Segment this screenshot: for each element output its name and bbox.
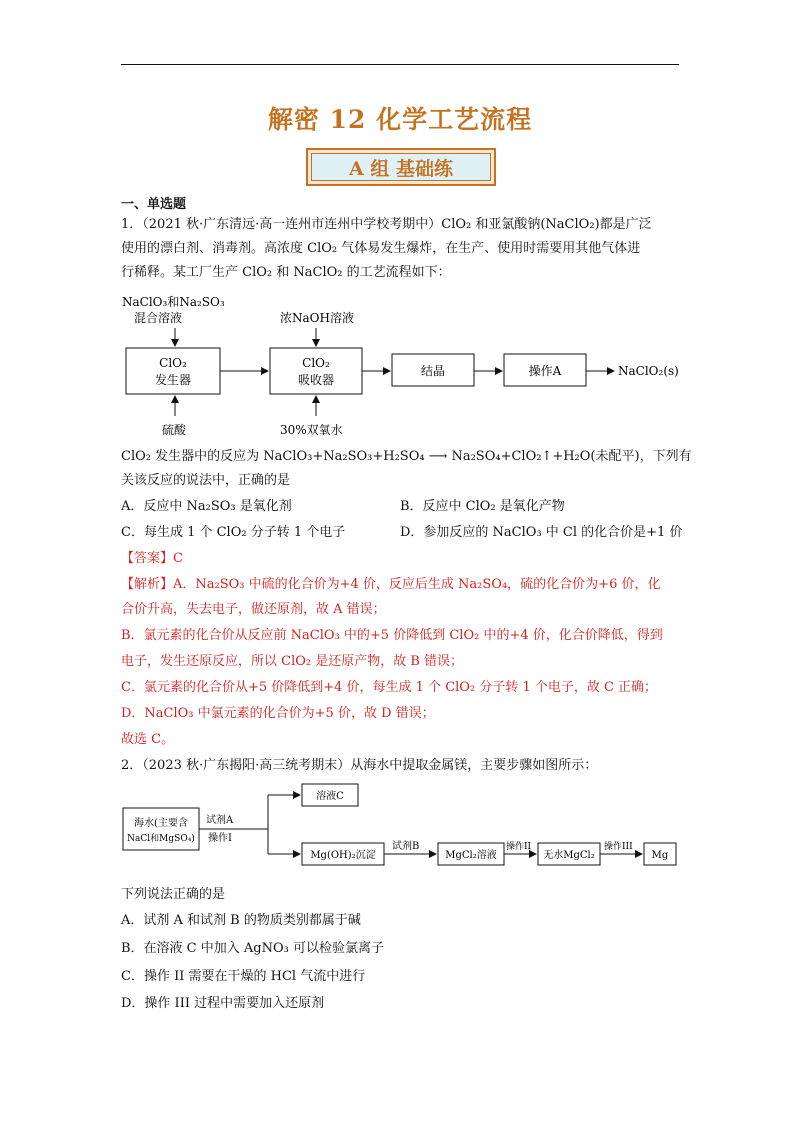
section-heading: 一、单选题 <box>121 197 187 212</box>
q1-analysis-line-4: 电子，发生还原反应，所以 ClO₂ 是还原产物，故 B 错误； <box>121 654 464 669</box>
q2-seawater-label-2: NaCl和MgSO₄) <box>127 834 195 844</box>
q1-answer: 【答案】C <box>121 551 183 566</box>
q1-analysis-line-3: B．氯元素的化合价从反应前 NaClO₃ 中的+5 价降低到 ClO₂ 中的+4 价，化合价降低，得到 <box>121 628 663 643</box>
q1-analysis-line-1: 【解析】A．Na₂SO₃ 中硫的化合价为+4 价，反应后生成 Na₂SO₄，硫的化合价为+6 价，化 <box>121 577 661 592</box>
q1-analysis-line-7: 故选 C。 <box>121 732 175 747</box>
q1-option-c[interactable]: C．每生成 1 个 ClO₂ 分子转 1 个电子 <box>121 525 346 540</box>
q1-absorber-formula: ClO₂ <box>302 356 330 370</box>
q2-seawater-label-1: 海水(主要含 <box>134 818 188 829</box>
q1-option-d[interactable]: D．参加反应的 NaClO₃ 中 Cl 的化合价是+1 价 <box>400 525 683 540</box>
q1-reaction-line-2: 关该反应的说法中，正确的是 <box>121 473 291 488</box>
q1-absorber-label: 吸收器 <box>297 373 335 387</box>
q1-stem-line-2: 使用的漂白剂、消毒剂。高浓度 ClO₂ 气体易发生爆炸，在生产、使用时需要用其他气体进 <box>121 241 641 256</box>
q1-option-b[interactable]: B．反应中 ClO₂ 是氧化产物 <box>400 499 565 514</box>
q2-op2-label: 操作II <box>506 842 532 852</box>
q1-acid-label: 硫酸 <box>162 423 187 437</box>
q1-option-a[interactable]: A．反应中 Na₂SO₃ 是氧化剂 <box>121 499 292 514</box>
q1-stem-line-1: 1．（2021 秋·广东清远·高一连州市连州中学校考期中）ClO₂ 和亚氯酸钠(NaClO₂)都是广泛 <box>121 217 652 232</box>
q2-flow-diagram <box>118 780 688 880</box>
q2-mgcl2-solution-label: MgCl₂溶液 <box>445 850 497 861</box>
q1-box-generator <box>126 348 220 394</box>
header-rule <box>121 64 679 65</box>
page-title: 解密 12 化学工艺流程 <box>267 105 533 134</box>
q1-analysis-line-5: C．氯元素的化合价从+5 价降低到+4 价，每生成 1 个 ClO₂ 分子转 1 个电子，故 C 正确； <box>121 680 658 695</box>
q2-reagent-a-label: 试剂A <box>206 815 234 826</box>
q1-naoh-label: 浓NaOH溶液 <box>280 311 354 325</box>
q1-analysis-line-2: 合价升高，失去电子，做还原剂，故 A 错误； <box>121 602 386 617</box>
q2-mgoh2-label: Mg(OH)₂沉淀 <box>310 850 376 861</box>
q1-stem-line-3: 行稀释。某工厂生产 ClO₂ 和 NaClO₂ 的工艺流程如下： <box>121 265 451 280</box>
q2-option-a[interactable]: A．试剂 A 和试剂 B 的物质类别都属于碱 <box>121 913 361 928</box>
q1-generator-formula: ClO₂ <box>159 356 187 370</box>
q1-input-mix-label-2: 混合溶液 <box>134 311 183 325</box>
q1-input-mix-label-1: NaClO₃和Na₂SO₃ <box>122 295 225 309</box>
q1-h2o2-label: 30%双氧水 <box>280 423 343 437</box>
q2-option-b[interactable]: B．在溶液 C 中加入 AgNO₃ 可以检验氯离子 <box>121 941 384 956</box>
q1-product-label: NaClO₂(s) <box>618 364 679 378</box>
q1-box-absorber <box>270 348 362 394</box>
q1-operation-a-label: 操作A <box>528 364 562 378</box>
q2-option-d[interactable]: D．操作 III 过程中需要加入还原剂 <box>121 996 325 1011</box>
q2-mg-label: Mg <box>651 850 669 861</box>
q2-prompt: 下列说法正确的是 <box>121 887 226 902</box>
q2-op1-label: 操作I <box>208 833 232 844</box>
q2-option-c[interactable]: C．操作 II 需要在干燥的 HCl 气流中进行 <box>121 969 366 984</box>
q1-crystallize-label: 结晶 <box>420 364 446 378</box>
q1-analysis-line-6: D．NaClO₃ 中氯元素的化合价为+5 价，故 D 错误； <box>121 706 435 721</box>
q1-generator-label: 发生器 <box>154 373 192 387</box>
q1-flow-diagram <box>118 292 718 442</box>
q2-stem: 2．（2023 秋·广东揭阳·高三统考期末）从海水中提取金属镁，主要步骤如图所示： <box>121 758 598 773</box>
q2-anhydrous-label: 无水MgCl₂ <box>543 850 595 861</box>
q2-reagent-b-label: 试剂B <box>392 841 420 852</box>
q1-reaction-line-1: ClO₂ 发生器中的反应为 NaClO₃+Na₂SO₃+H₂SO₄ ⟶ Na₂SO₄+ClO₂↑+H₂O(未配平)，下列有 <box>121 449 692 464</box>
group-badge <box>306 148 496 186</box>
q2-op3-label: 操作III <box>604 842 633 852</box>
q2-solution-c-label: 溶液C <box>316 791 344 802</box>
group-label: A 组 基础练 <box>311 153 491 181</box>
